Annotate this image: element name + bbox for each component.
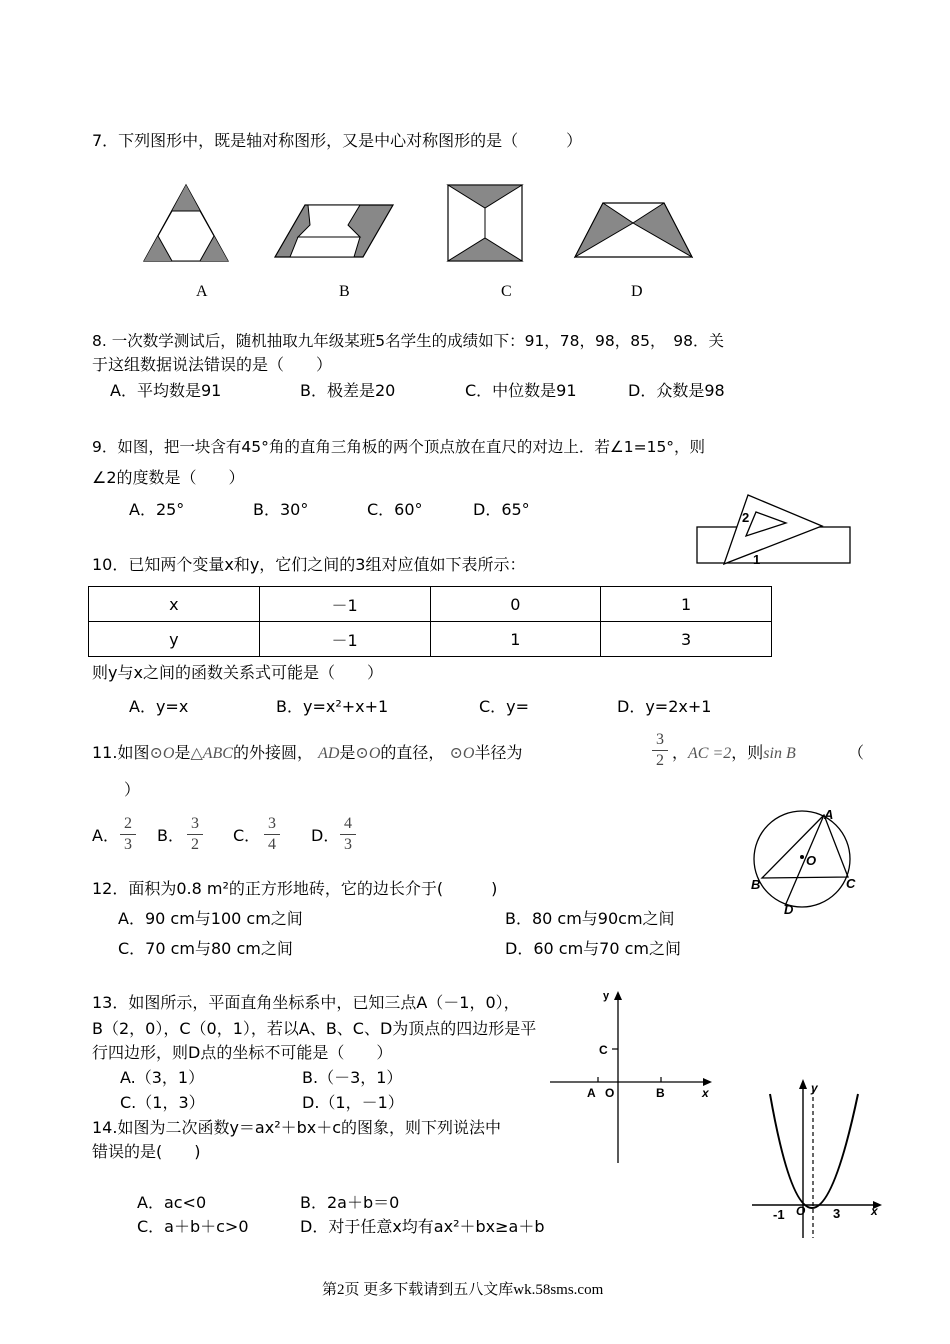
q14-fig-label-neg1: -1 bbox=[773, 1207, 785, 1222]
q11-opt-letter-b: B． bbox=[157, 826, 184, 845]
q9-option-b: B．30° bbox=[253, 500, 309, 519]
q9-fig-label-2: 2 bbox=[742, 510, 750, 525]
q14-option-d: D．对于任意x均有ax²＋bx≥a＋b bbox=[300, 1217, 545, 1236]
q13-fig-label-o: O bbox=[605, 1086, 615, 1100]
q10-cell: －1 bbox=[259, 587, 430, 622]
q10-stem: 10．已知两个变量x和y，它们之间的3组对应值如下表所示： bbox=[92, 555, 526, 574]
q7-figure-b bbox=[275, 205, 393, 257]
q14-fig-label-x: x bbox=[871, 1204, 878, 1218]
q9-fig-label-1: 1 bbox=[753, 552, 761, 567]
q13-option-c: C.（1，3） bbox=[120, 1093, 205, 1112]
q12-option-c: C．70 cm与80 cm之间 bbox=[118, 939, 293, 958]
q12-stem: 12．面积为0.8 m²的正方形地砖，它的边长介于( ) bbox=[92, 879, 498, 898]
q10-after-table: 则y与x之间的函数关系式可能是（ ） bbox=[92, 663, 383, 682]
q10-cell: y bbox=[89, 622, 260, 657]
q11-option-b-fraction: 3 2 bbox=[187, 815, 203, 854]
q11-circle-o: ⊙O bbox=[355, 745, 381, 762]
q10-cell: x bbox=[89, 587, 260, 622]
q13-fig-label-a: A bbox=[587, 1086, 596, 1100]
q7-figure-c bbox=[448, 185, 522, 261]
q10-cell: 1 bbox=[601, 587, 772, 622]
q11-text: 是 bbox=[339, 743, 356, 762]
q9-option-d: D．65° bbox=[473, 500, 530, 519]
q12-option-d: D．60 cm与70 cm之间 bbox=[505, 939, 681, 958]
q13-fig-label-c: C bbox=[599, 1043, 608, 1057]
q13-stem-line3: 行四边形，则D点的坐标不可能是（ ） bbox=[92, 1043, 393, 1062]
q7-label-a: A bbox=[196, 283, 208, 300]
q11-close-paren: ） bbox=[124, 780, 141, 799]
q11-figure bbox=[740, 800, 870, 922]
q13-option-b: B.（－3，1） bbox=[302, 1068, 403, 1087]
q11-text: ， bbox=[672, 743, 689, 762]
q10-option-a: A．y=x bbox=[129, 697, 189, 716]
q10-option-c: C．y= bbox=[479, 697, 530, 716]
q11-text: ，则 bbox=[731, 743, 764, 762]
q7-label-d: D bbox=[631, 283, 643, 300]
q14-option-b: B．2a＋b＝0 bbox=[300, 1193, 400, 1212]
q9-figure bbox=[690, 488, 855, 570]
q11-option-c-fraction: 3 4 bbox=[264, 815, 280, 854]
q11-opt-letter-d: D． bbox=[311, 826, 340, 845]
q11-text: 是 bbox=[174, 743, 191, 762]
q8-option-d: D．众数是98 bbox=[628, 381, 725, 400]
q11-circle-o: ⊙O bbox=[449, 745, 475, 762]
q8-option-b: B．极差是20 bbox=[300, 381, 396, 400]
q14-option-c: C．a＋b＋c>0 bbox=[137, 1217, 249, 1236]
q10-cell: 3 bbox=[601, 622, 772, 657]
q9-option-c: C．60° bbox=[367, 500, 423, 519]
q14-figure bbox=[748, 1072, 898, 1242]
q11-text: 的外接圆， bbox=[232, 743, 313, 762]
q8-stem-line2: 于这组数据说法错误的是（ ） bbox=[92, 355, 333, 374]
q7-figure-a bbox=[144, 185, 228, 261]
q13-figure bbox=[546, 985, 716, 1167]
q14-stem-line2: 错误的是( ) bbox=[92, 1142, 201, 1161]
q11-radius-fraction: 3 2 bbox=[652, 731, 668, 770]
q12-option-b: B．80 cm与90cm之间 bbox=[505, 909, 675, 928]
q10-table-row-x bbox=[89, 587, 772, 622]
q11-fig-label-a: A bbox=[824, 807, 834, 822]
q11-fig-label-c: C bbox=[846, 876, 856, 891]
q11-text: 半径为 bbox=[474, 743, 523, 762]
page-footer: 第2页 更多下载请到五八文库wk.58sms.com bbox=[322, 1282, 604, 1298]
q10-cell: 0 bbox=[430, 587, 601, 622]
q10-cell: 1 bbox=[430, 622, 601, 657]
q13-option-a: A.（3，1） bbox=[120, 1068, 205, 1087]
q11-ac: AC =2 bbox=[688, 745, 732, 762]
q7-stem: 7．下列图形中，既是轴对称图形，又是中心对称图形的是（ ） bbox=[92, 131, 583, 150]
q13-fig-label-b: B bbox=[656, 1086, 665, 1100]
q14-fig-label-y: y bbox=[811, 1081, 818, 1095]
q11-sinb: sin B bbox=[763, 745, 796, 762]
q13-fig-label-y: y bbox=[603, 990, 610, 1002]
q11-fig-label-o: O bbox=[806, 853, 817, 868]
q14-fig-label-3: 3 bbox=[833, 1206, 841, 1221]
q7-figures bbox=[130, 175, 710, 270]
q11-triangle-abc: △ABC bbox=[190, 745, 233, 762]
q7-label-c: C bbox=[501, 283, 512, 300]
q11-text: 的直径， bbox=[380, 743, 445, 762]
q11-circle-o: ⊙O bbox=[149, 745, 175, 762]
q14-stem-line1: 14.如图为二次函数y＝ax²＋bx＋c的图象，则下列说法中 bbox=[92, 1118, 502, 1137]
q13-stem-line2: B（2，0），C（0，1），若以A、B、C、D为顶点的四边形是平 bbox=[92, 1019, 537, 1038]
q11-opt-letter-c: C． bbox=[233, 826, 261, 845]
q11-open-paren: （ bbox=[848, 743, 865, 762]
q11-option-d-fraction: 4 3 bbox=[340, 815, 356, 854]
q9-option-a: A．25° bbox=[129, 500, 185, 519]
q8-option-c: C．中位数是91 bbox=[465, 381, 577, 400]
q13-stem-line1: 13．如图所示，平面直角坐标系中，已知三点A（－1，0）， bbox=[92, 993, 520, 1012]
q9-stem-line2: ∠2的度数是（ ） bbox=[92, 468, 245, 487]
q10-option-d: D．y=2x+1 bbox=[617, 697, 712, 716]
q11-opt-letter-a: A． bbox=[92, 826, 119, 845]
q14-option-a: A．ac<0 bbox=[137, 1193, 207, 1212]
q9-stem-line1: 9．如图，把一块含有45°角的直角三角板的两个顶点放在直尺的对边上．若∠1=15°，则 bbox=[92, 438, 706, 456]
q11-stem bbox=[92, 743, 522, 764]
q11-fig-label-d: D bbox=[784, 902, 794, 917]
q11-text: 11.如图 bbox=[92, 743, 150, 762]
q8-stem-line1: 8. 一次数学测试后，随机抽取九年级某班5名学生的成绩如下：91，78，98，85， 98．关 bbox=[92, 332, 724, 350]
q12-option-a: A．90 cm与100 cm之间 bbox=[118, 909, 303, 928]
q14-fig-label-o: O bbox=[796, 1204, 806, 1218]
q7-label-b: B bbox=[339, 283, 350, 300]
q8-option-a: A．平均数是91 bbox=[110, 381, 222, 400]
q7-figure-d bbox=[575, 203, 692, 257]
q11-stem-tail bbox=[672, 743, 796, 764]
q10-table-row-y bbox=[89, 622, 772, 657]
q10-table bbox=[88, 586, 772, 657]
q13-option-d: D.（1，－1） bbox=[302, 1093, 404, 1112]
q10-option-b: B．y=x²+x+1 bbox=[276, 697, 389, 716]
q13-fig-label-x: x bbox=[702, 1086, 709, 1100]
q10-cell: －1 bbox=[259, 622, 430, 657]
q11-ad: AD bbox=[318, 745, 340, 762]
q11-fig-label-b: B bbox=[751, 877, 761, 892]
q11-option-a-fraction: 2 3 bbox=[120, 815, 136, 854]
